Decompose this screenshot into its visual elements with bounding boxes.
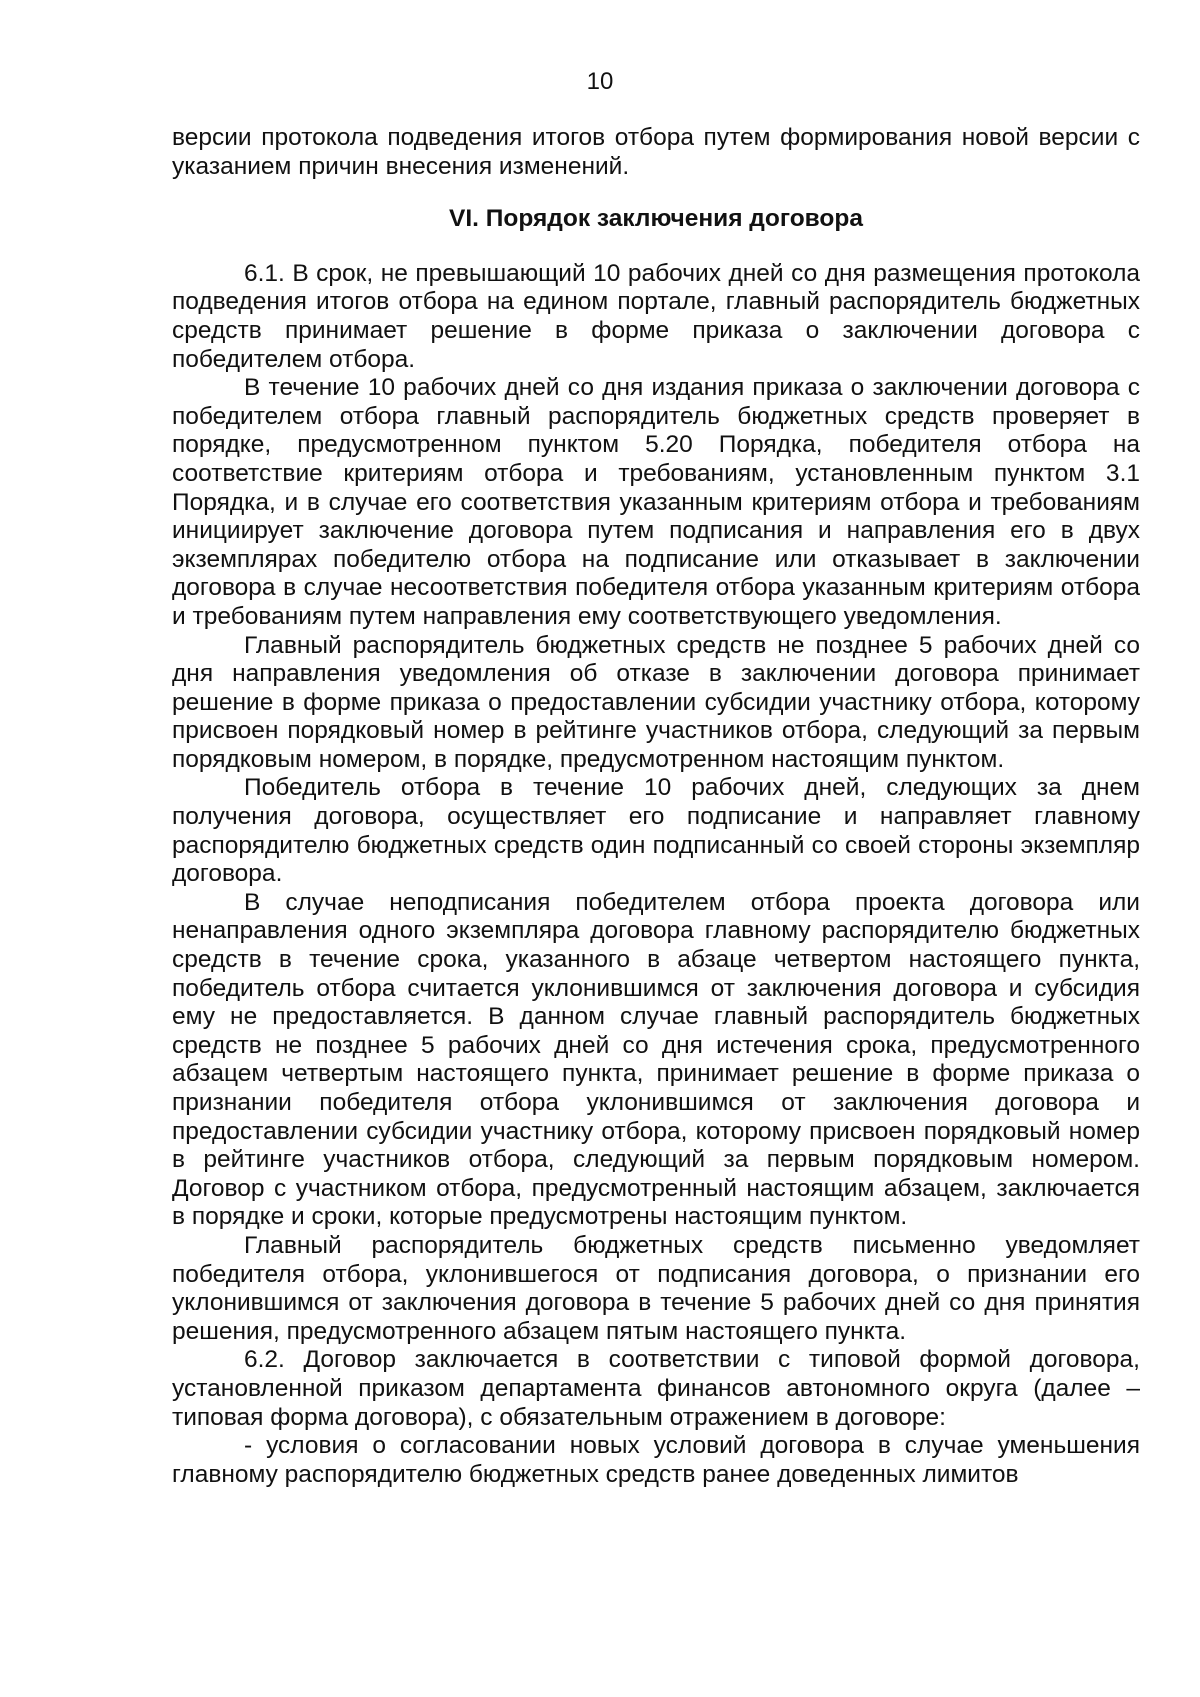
paragraph-winner-signing: Победитель отбора в течение 10 рабочих дней, следующих за днем получения договора, осуществляет его подписание и направляет главному распорядителю бюджетных средств один подписанный со своей стороны экземпляр договора. xyxy=(172,774,1140,888)
page-number: 10 xyxy=(586,68,614,95)
paragraph-notification: Главный распорядитель бюджетных средств письменно уведомляет победителя отбора, уклонившегося от подписания договора, о признании его уклонившимся от заключения договора в течение 5 рабочих дней со дня принятия решения, предусмотренного абзацем пятым настоящего пункта. xyxy=(172,1231,1140,1345)
paragraph-6-2: 6.2. Договор заключается в соответствии с типовой формой договора, установленной приказом департамента финансов автономного округа (далее – типовая форма договора), с обязательным отражением в договоре: xyxy=(172,1346,1140,1431)
paragraph-non-signing: В случае неподписания победителем отбора проекта договора или ненаправления одного экземпляра договора главному распорядителю бюджетных средств в течение срока, указанного в абзаце четвертом настоящего пункта, победитель отбора считается уклонившимся от заключения договора и субсидия ему не предоставляется. В данном случае главный распорядитель бюджетных средств не позднее 5 рабочих дней со дня истечения срока, предусмотренного абзацем четвертым настоящего пункта, принимает решение в форме приказа о признании победителя отбора уклонившимся от заключения договора и предоставлении субсидии участнику отбора, которому присвоен порядковый номер в рейтинге участников отбора, следующий за первым порядковым номером. Договор с участником отбора, предусмотренный настоящим абзацем, заключается в порядке и сроки, которые предусмотрены настоящим пунктом. xyxy=(172,888,1140,1231)
page-body xyxy=(172,124,1140,1489)
paragraph-6-1: 6.1. В срок, не превышающий 10 рабочих дней со дня размещения протокола подведения итогов отбора на едином портале, главный распорядитель бюджетных средств принимает решение в форме приказа о заключении договора с победителем отбора. xyxy=(172,259,1140,373)
paragraph-refusal-decision: Главный распорядитель бюджетных средств не позднее 5 рабочих дней со дня направления уведомления об отказе в заключении договора принимает решение в форме приказа о предоставлении субсидии участнику отбора, которому присвоен порядковый номер в рейтинге участников отбора, следующий за первым порядковым номером, в порядке, предусмотренном настоящим пунктом. xyxy=(172,631,1140,773)
paragraph-list-item: - условия о согласовании новых условий договора в случае уменьшения главному распорядителю бюджетных средств ранее доведенных лимитов xyxy=(172,1432,1140,1488)
section-heading: VI. Порядок заключения договора xyxy=(449,205,863,233)
paragraph-verification: В течение 10 рабочих дней со дня издания приказа о заключении договора с победителем отбора главный распорядитель бюджетных средств проверяет в порядке, предусмотренном пунктом 5.20 Порядка, победителя отбора на соответствие критериям отбора и требованиям, установленным пунктом 3.1 Порядка, и в случае его соответствия указанным критериям отбора и требованиям инициирует заключение договора путем подписания и направления его в двух экземплярах победителю отбора на подписание или отказывает в заключении договора в случае несоответствия победителя отбора указанным критериям отбора и требованиям путем направления ему соответствующего уведомления. xyxy=(172,374,1140,630)
intro-paragraph: версии протокола подведения итогов отбора путем формирования новой версии с указанием причин внесения изменений. xyxy=(172,124,1140,180)
